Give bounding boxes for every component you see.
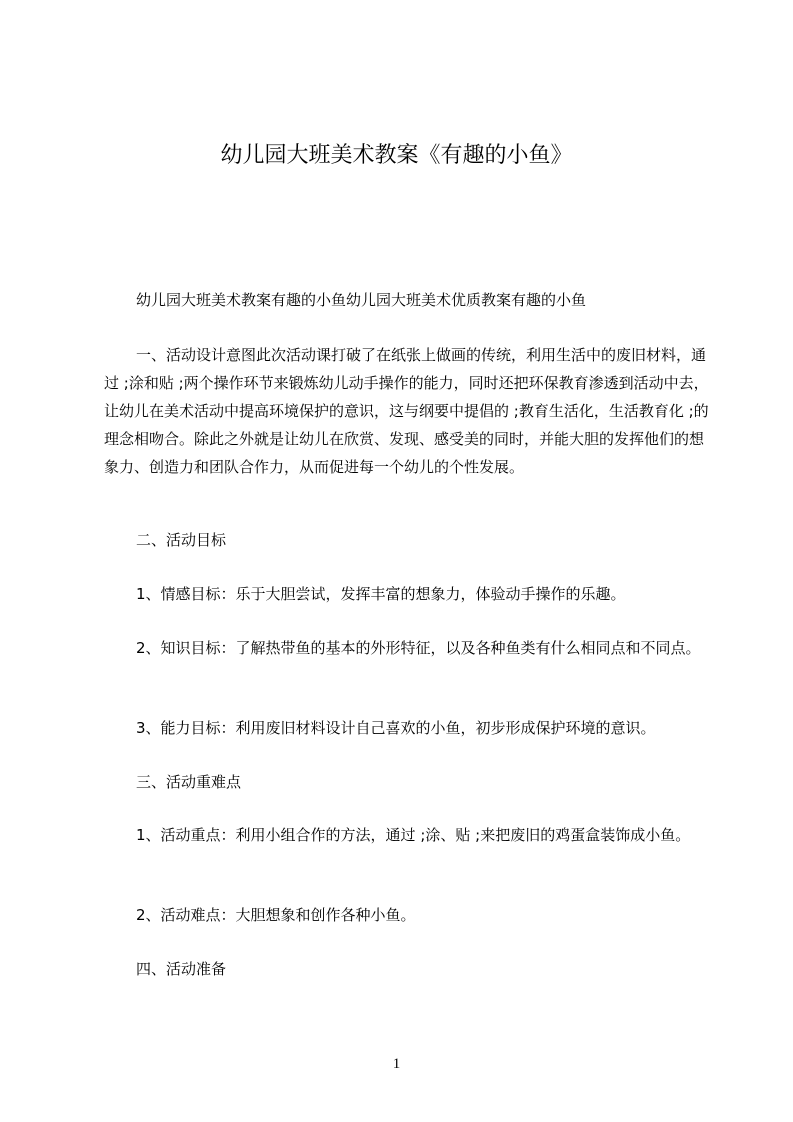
paragraph-ability-goal: 3、能力目标：利用废旧材料设计自己喜欢的小鱼，初步形成保护环境的意识。 bbox=[136, 719, 656, 737]
heading-activity-goals: 二、活动目标 bbox=[136, 531, 227, 549]
document-title: 幼儿园大班美术教案《有趣的小鱼》 bbox=[220, 143, 573, 168]
paragraph-knowledge-goal: 2、知识目标：了解热带鱼的基本的外形特征，以及各种鱼类有什么相同点和不同点。 bbox=[136, 639, 701, 657]
heading-key-difficult-points: 三、活动重难点 bbox=[136, 773, 242, 791]
paragraph-emotion-goal: 1、情感目标：乐于大胆尝试，发挥丰富的想象力，体验动手操作的乐趣。 bbox=[136, 585, 626, 603]
subtitle-line: 幼儿园大班美术教案有趣的小鱼幼儿园大班美术优质教案有趣的小鱼 bbox=[136, 291, 587, 309]
page-number: 1 bbox=[392, 1056, 401, 1072]
paragraph-difficult-point: 2、活动难点：大胆想象和创作各种小鱼。 bbox=[136, 906, 416, 924]
paragraph-design-intent: 一、活动设计意图此次活动课打破了在纸张上做画的传统，利用生活中的废旧材料，通过 ;涂和贴 ;两个操作环节来锻炼幼儿动手操作的能力，同时还把环保教育渗透到活动中去，让幼儿在美术活动中提高环境保护的意识，这与纲要中提倡的 ;教育生活化，生活教育化 ;的理念相吻合。除此之外就是让幼儿在欣赏、发现、感受美的同时，并能大胆的发挥他们的想象力、创造力和团队合作力，从而促进每一个幼儿的个性发展。 bbox=[104, 346, 709, 476]
heading-activity-preparation: 四、活动准备 bbox=[136, 960, 227, 978]
paragraph-key-point: 1、活动重点：利用小组合作的方法，通过 ;涂、贴 ;来把废旧的鸡蛋盒装饰成小鱼。 bbox=[136, 826, 691, 844]
